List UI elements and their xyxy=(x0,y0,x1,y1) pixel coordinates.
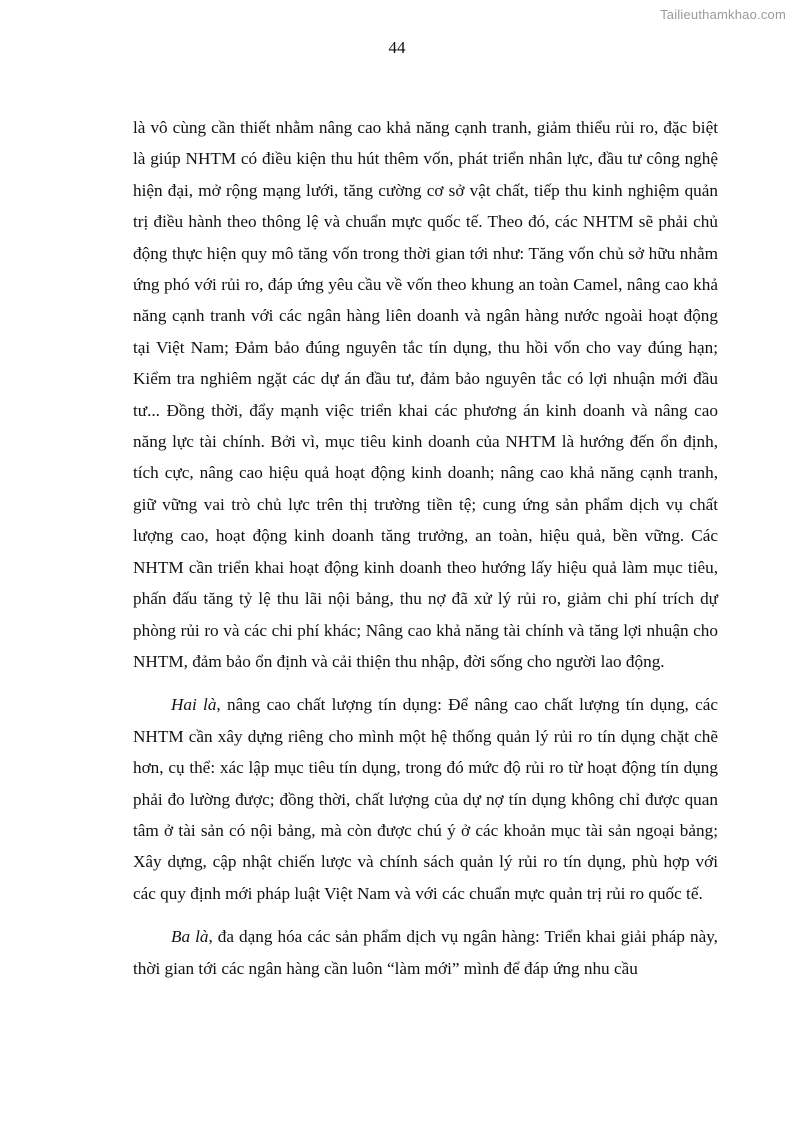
document-body xyxy=(133,112,718,996)
paragraph-3-text: , đa dạng hóa các sản phẩm dịch vụ ngân hàng: Triển khai giải pháp này, thời gian tới các ngân hàng cần luôn “làm mới” mình để đáp ứng nhu cầu xyxy=(133,927,718,978)
paragraph-2-text: , nâng cao chất lượng tín dụng: Để nâng cao chất lượng tín dụng, các NHTM cần xây dựng riêng cho mình một hệ thống quản lý rủi ro tín dụng chặt chẽ hơn, cụ thể: xác lập mục tiêu tín dụng, trong đó mức độ rủi ro từ hoạt động tín dụng phải đo lường được; đồng thời, chất lượng của dự nợ tín dụng không chỉ được quan tâm ở tài sản có nội bảng, mà còn được chú ý ở các khoản mục tài sản ngoại bảng; Xây dựng, cập nhật chiến lược và chính sách quản lý rủi ro tín dụng, phù hợp với các quy định mới pháp luật Việt Nam và với các chuẩn mực quản trị rủi ro quốc tế. xyxy=(133,695,718,903)
watermark: Tailieuthamkhao.com xyxy=(660,7,786,22)
paragraph-3 xyxy=(133,921,718,984)
page-number: 44 xyxy=(388,38,406,57)
paragraph-1-text: là vô cùng cần thiết nhằm nâng cao khả năng cạnh tranh, giảm thiểu rủi ro, đặc biệt là giúp NHTM có điều kiện thu hút thêm vốn, phát triển nhân lực, đầu tư công nghệ hiện đại, mở rộng mạng lưới, tăng cường cơ sở vật chất, tiếp thu kinh nghiệm quản trị điều hành theo thông lệ và chuẩn mực quốc tế. Theo đó, các NHTM sẽ phải chủ động thực hiện quy mô tăng vốn trong thời gian tới như: Tăng vốn chủ sở hữu nhằm ứng phó với rủi ro, đáp ứng yêu cầu về vốn theo khung an toàn Camel, nâng cao khả năng cạnh tranh với các ngân hàng liên doanh và ngân hàng nước ngoài hoạt động tại Việt Nam; Đảm bảo đúng nguyên tắc tín dụng, thu hồi vốn cho vay đúng hạn; Kiểm tra nghiêm ngặt các dự án đầu tư, đảm bảo nguyên tắc có lợi nhuận mới đầu tư... Đồng thời, đẩy mạnh việc triển khai các phương án kinh doanh và nâng cao năng lực tài chính. Bởi vì, mục tiêu kinh doanh của NHTM là hướng đến ổn định, tích cực, nâng cao hiệu quả hoạt động kinh doanh; nâng cao khả năng cạnh tranh, giữ vững vai trò chủ lực trên thị trường tiền tệ; cung ứng sản phẩm dịch vụ chất lượng cao, hoạt động kinh doanh tăng trưởng, an toàn, hiệu quả, bền vững. Các NHTM cần triển khai hoạt động kinh doanh theo hướng lấy hiệu quả làm mục tiêu, phấn đấu tăng tỷ lệ thu lãi nội bảng, thu nợ đã xử lý rủi ro, giảm chi phí trích dự phòng rủi ro và các chi phí khác; Nâng cao khả năng tài chính và tăng lợi nhuận cho NHTM, đảm bảo ổn định và cải thiện thu nhập, đời sống cho người lao động. xyxy=(133,118,718,671)
paragraph-3-lead: Ba là xyxy=(171,927,209,947)
paragraph-1 xyxy=(133,112,718,677)
paragraph-2-lead: Hai là xyxy=(171,695,217,715)
paragraph-2 xyxy=(133,689,718,909)
